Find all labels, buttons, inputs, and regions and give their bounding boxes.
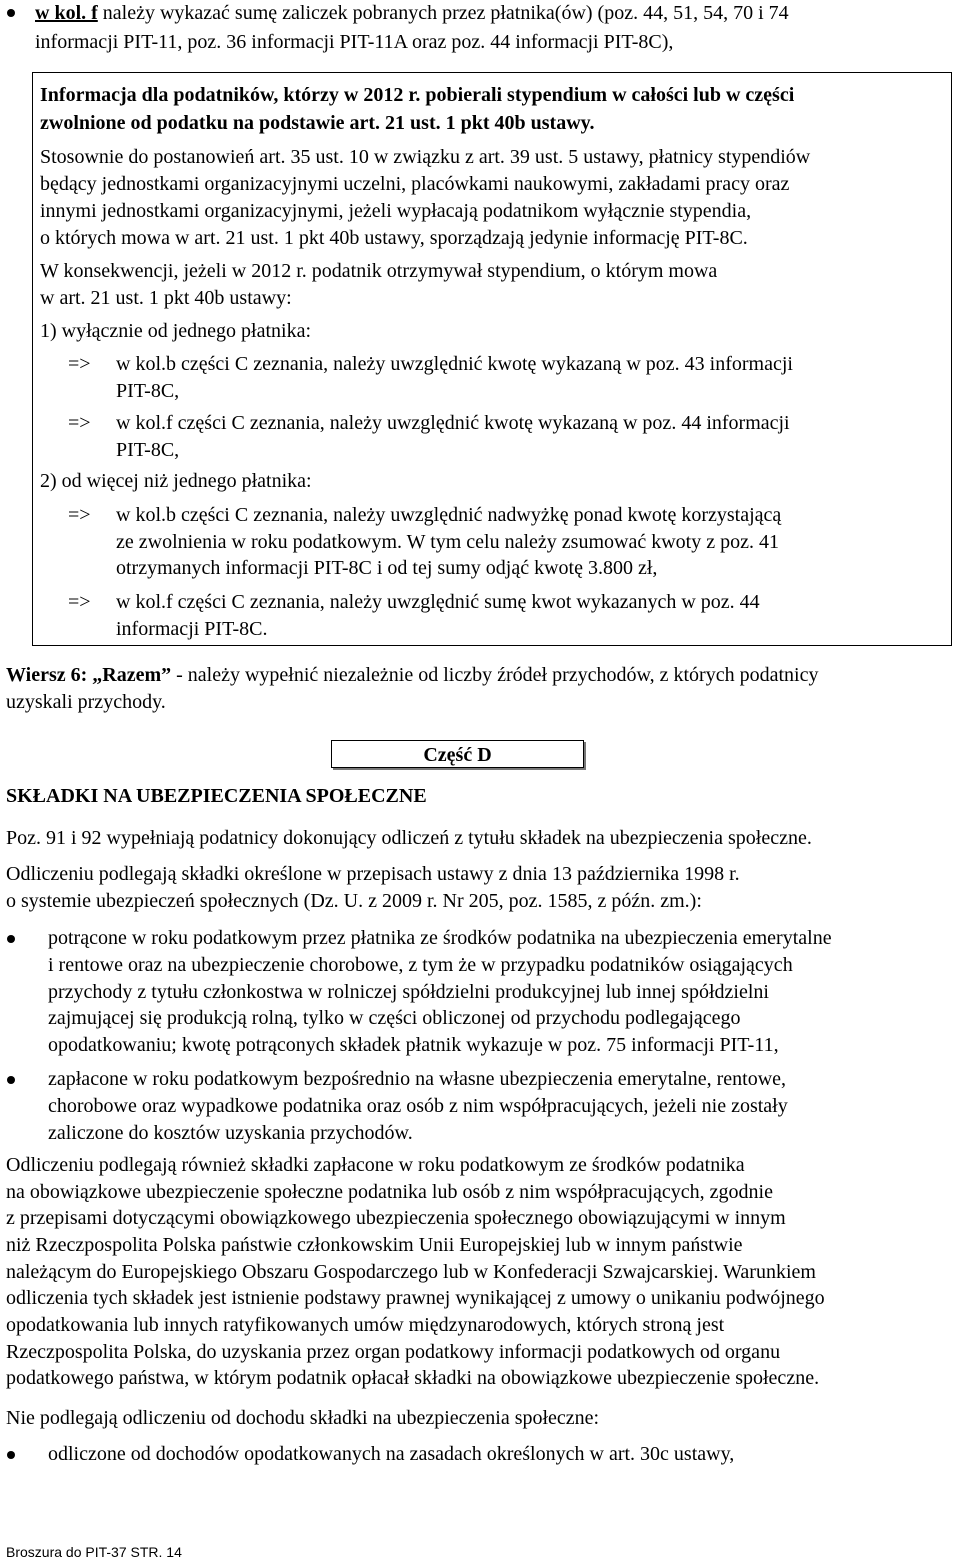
box-heading-line2: zwolnione od podatku na podstawie art. 21 ust. 1 pkt 40b ustawy. [40, 112, 595, 134]
bullet1-line5: opodatkowaniu; kwotę potrąconych składek płatnik wykazuje w poz. 75 informacji PIT-11, [48, 1034, 779, 1056]
bullet1-line3: przychody z tytułu członkostwa w rolniczej spółdzielni produkcyjnej lub innej spółdzielni [48, 981, 769, 1003]
top-bullet-line1: w kol. f należy wykazać sumę zaliczek pobranych przez płatnika(ów) (poz. 44, 51, 54, 70 i 74 [35, 2, 789, 24]
case-1a-line1: w kol.b części C zeznania, należy uwzględnić kwotę wykazaną w poz. 43 informacji [116, 353, 793, 375]
case-1b-line1: w kol.f części C zeznania, należy uwzględnić kwotę wykazaną w poz. 44 informacji [116, 412, 790, 434]
bullet2-line1: zapłacone w roku podatkowym bezpośrednio na własne ubezpieczenia emerytalne, rentowe, [48, 1068, 787, 1090]
part-d-box: Część D [331, 740, 584, 768]
arrow-marker: => [68, 353, 91, 375]
odliczeniu-line1: Odliczeniu podlegają składki określone w przepisach ustawy z dnia 13 października 1998 r. [6, 863, 740, 885]
bullet-icon [7, 1451, 15, 1459]
case-1a-line2: PIT-8C, [116, 380, 180, 402]
bullet3-line1: odliczone od dochodów opodatkowanych na zasadach określonych w art. 30c ustawy, [48, 1443, 735, 1465]
bullet-icon [7, 935, 15, 943]
p3-line1: Odliczeniu podlegają również składki zapłacone w roku podatkowym ze środków podatnika [6, 1154, 745, 1176]
case-2a-line2: ze zwolnienia w roku podatkowym. W tym celu należy zsumować kwoty z poz. 41 [116, 531, 779, 553]
bullet1-line4: zajmującej się produkcją rolną, tylko w części obliczonej od przychodu podlegającego [48, 1007, 741, 1029]
box-p1-line4: o których mowa w art. 21 ust. 1 pkt 40b ustawy, sporządzają jedynie informację PIT-8C. [40, 227, 748, 249]
p3-line2: na obowiązkowe ubezpieczenie społeczne podatnika lub osób z nim współpracujących, zgodnie [6, 1181, 773, 1203]
bullet2-line2: chorobowe oraz wypadkowe podatnika oraz osób z nim współpracujących, jeżeli nie zostały [48, 1095, 788, 1117]
kol-f-term: w kol. f [35, 2, 98, 24]
p3-line8: Rzeczpospolita Polska, do uzyskania przez organ podatkowy informacji podatkowych od organu [6, 1341, 781, 1363]
section-title: SKŁADKI NA UBEZPIECZENIA SPOŁECZNE [6, 785, 427, 807]
p3-line6: odliczenia tych składek jest istnienie podstawy prawnej wynikającej z umowy o unikaniu podwójnego [6, 1287, 825, 1309]
bullet2-line3: zaliczone do kosztów uzyskania przychodów. [48, 1122, 413, 1144]
nie-podlegaja-line: Nie podlegają odliczeniu od dochodu składki na ubezpieczenia społeczne: [6, 1407, 600, 1429]
wiersz6-line1: Wiersz 6: „Razem” - należy wypełnić niezależnie od liczby źródeł przychodów, z których podatnicy [6, 664, 819, 686]
case-2b-line2: informacji PIT-8C. [116, 618, 268, 640]
p3-line5: należącym do Europejskiego Obszaru Gospodarczego lub w Konfederacji Szwajcarskiej. Warunkiem [6, 1261, 816, 1283]
poz-line: Poz. 91 i 92 wypełniają podatnicy dokonujący odliczeń z tytułu składek na ubezpieczenia społeczne. [6, 827, 812, 849]
case-2a-line3: otrzymanych informacji PIT-8C i od tej sumy odjąć kwotę 3.800 zł, [116, 557, 658, 579]
bullet1-line1: potrącone w roku podatkowym przez płatnika ze środków podatnika na ubezpieczenia emerytalne [48, 927, 832, 949]
p3-line7: opodatkowania lub innych ratyfikowanych umów międzynarodowych, których stroną jest [6, 1314, 725, 1336]
bullet-icon [7, 1076, 15, 1084]
bullet-icon [7, 9, 15, 17]
case-2b-line1: w kol.f części C zeznania, należy uwzględnić sumę kwot wykazanych w poz. 44 [116, 591, 760, 613]
box-p1-line3: innymi jednostkami organizacyjnymi, jeżeli wypłacają podatnikom wyłącznie stypendia, [40, 200, 752, 222]
box-p1-line1: Stosownie do postanowień art. 35 ust. 10 w związku z art. 39 ust. 5 ustawy, płatnicy stypendiów [40, 146, 811, 168]
box-p2-line2: w art. 21 ust. 1 pkt 40b ustawy: [40, 287, 292, 309]
arrow-marker: => [68, 412, 91, 434]
case-1-label: 1) wyłącznie od jednego płatnika: [40, 320, 312, 342]
box-p1-line2: będący jednostkami organizacyjnymi uczelni, placówkami naukowymi, zakładami pracy oraz [40, 173, 790, 195]
case-1b-line2: PIT-8C, [116, 439, 180, 461]
case-2-label: 2) od więcej niż jednego płatnika: [40, 470, 312, 492]
bullet1-line2: i rentowe oraz na ubezpieczenie chorobowe, z tym że w przypadku podatników osiągających [48, 954, 793, 976]
wiersz6-line2: uzyskali przychody. [6, 691, 166, 713]
box-heading-line1: Informacja dla podatników, którzy w 2012 r. pobierali stypendium w całości lub w części [40, 84, 795, 106]
case-2a-line1: w kol.b części C zeznania, należy uwzględnić nadwyżkę ponad kwotę korzystającą [116, 504, 782, 526]
wiersz6-label: Wiersz 6: „Razem” [6, 664, 172, 686]
odliczeniu-line2: o systemie ubezpieczeń społecznych (Dz. U. z 2009 r. Nr 205, poz. 1585, z późn. zm.): [6, 890, 702, 912]
arrow-marker: => [68, 591, 91, 613]
arrow-marker: => [68, 504, 91, 526]
p3-line3: z przepisami dotyczącymi obowiązkowego ubezpieczenia społecznego obowiązującymi w innym [6, 1207, 786, 1229]
footer-text: Broszura do PIT-37 STR. 14 [6, 1544, 182, 1560]
box-p2-line1: W konsekwencji, jeżeli w 2012 r. podatnik otrzymywał stypendium, o którym mowa [40, 260, 718, 282]
p3-line4: niż Rzeczpospolita Polska państwie członkowskim Unii Europejskiej lub w innym państwie [6, 1234, 743, 1256]
top-bullet-line2: informacji PIT-11, poz. 36 informacji PIT-11A oraz poz. 44 informacji PIT-8C), [35, 31, 674, 53]
p3-line9: podatkowego państwa, w którym podatnik opłacał składki na obowiązkowe ubezpieczenie społeczne. [6, 1367, 820, 1389]
